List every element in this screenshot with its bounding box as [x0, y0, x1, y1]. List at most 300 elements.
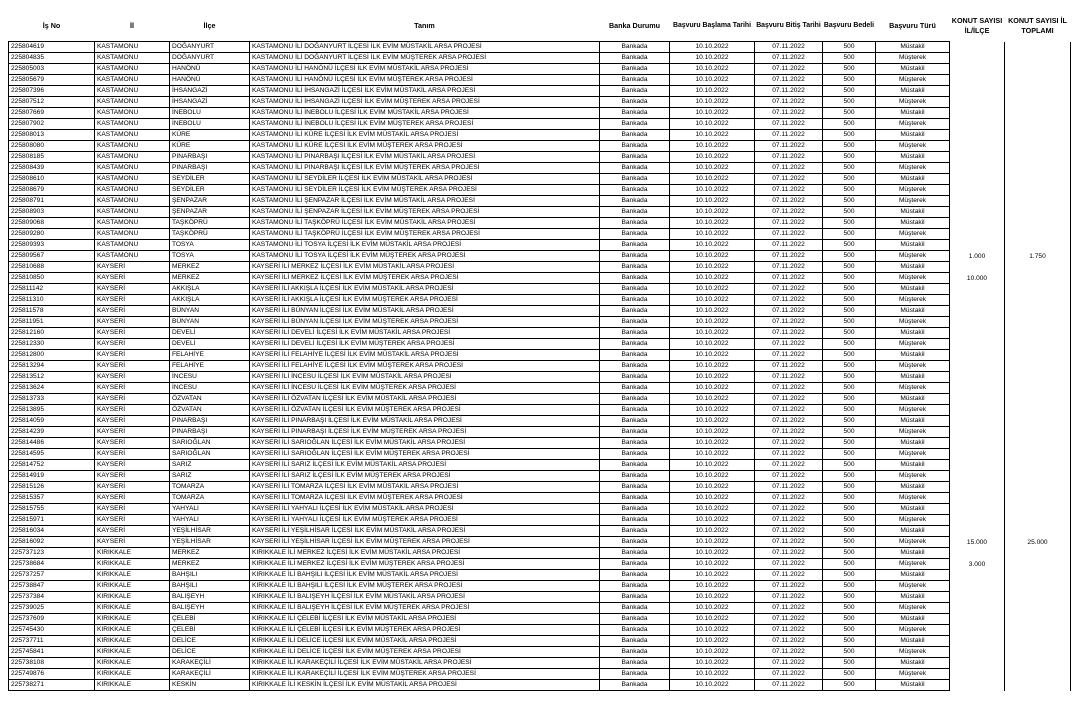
konut-il-ilce-cell	[950, 295, 1005, 306]
konut-il-ilce-cell	[950, 306, 1005, 317]
bitis-tarihi-cell: 07.11.2022	[755, 86, 823, 97]
table-row	[9, 537, 1071, 548]
is-no-cell: 225737711	[9, 636, 95, 647]
konut-il-ilce-cell	[950, 482, 1005, 493]
bedel-cell: 500	[823, 262, 876, 273]
basvuru-turu-cell: Müşterek	[876, 339, 950, 350]
baslama-tarihi-cell: 10.10.2022	[670, 86, 755, 97]
is-no-cell: 225811951	[9, 317, 95, 328]
banka-durumu-cell: Bankada	[600, 174, 670, 185]
is-no-cell: 225808439	[9, 163, 95, 174]
tanim-cell: KASTAMONU İLİ SEYDİLER İLÇESİ İLK EVİM MÜSTAKİL ARSA PROJESİ	[250, 174, 600, 185]
ilce-cell: TOMARZA	[170, 493, 250, 504]
is-no-cell: 225808610	[9, 174, 95, 185]
konut-il-toplami-cell	[1005, 86, 1071, 97]
il-cell: KASTAMONU	[95, 108, 170, 119]
baslama-tarihi-cell: 10.10.2022	[670, 317, 755, 328]
konut-il-toplami-cell	[1005, 405, 1071, 416]
bitis-tarihi-cell: 07.11.2022	[755, 537, 823, 548]
banka-durumu-cell: Bankada	[600, 361, 670, 372]
tanim-cell: KASTAMONU İLİ DOĞANYURT İLÇESİ İLK EVİM MÜSTAKİL ARSA PROJESİ	[250, 42, 600, 53]
konut-il-ilce-cell	[950, 152, 1005, 163]
banka-durumu-cell: Bankada	[600, 647, 670, 658]
tanim-cell: KAYSERİ İLİ ÖZVATAN İLÇESİ İLK EVİM MÜSTAKİL ARSA PROJESİ	[250, 394, 600, 405]
bitis-tarihi-cell: 07.11.2022	[755, 229, 823, 240]
banka-durumu-cell: Bankada	[600, 460, 670, 471]
basvuru-turu-cell: Müstakil	[876, 526, 950, 537]
ilce-cell: DELİCE	[170, 636, 250, 647]
baslama-tarihi-cell: 10.10.2022	[670, 515, 755, 526]
ilce-cell: BAHŞILI	[170, 570, 250, 581]
table-row	[9, 603, 1071, 614]
bitis-tarihi-cell: 07.11.2022	[755, 383, 823, 394]
konut-il-ilce-cell	[950, 614, 1005, 625]
ilce-cell: YAHYALI	[170, 504, 250, 515]
basvuru-turu-cell: Müşterek	[876, 119, 950, 130]
is-no-cell: 225810688	[9, 262, 95, 273]
konut-il-toplami-cell	[1005, 196, 1071, 207]
konut-il-toplami-cell	[1005, 75, 1071, 86]
il-cell: KASTAMONU	[95, 185, 170, 196]
table-row	[9, 438, 1071, 449]
header-tanim: Tanım	[414, 20, 435, 30]
is-no-cell: 225737609	[9, 614, 95, 625]
konut-il-ilce-cell	[950, 97, 1005, 108]
table-row	[9, 75, 1071, 86]
il-cell: KAYSERİ	[95, 460, 170, 471]
table-row	[9, 295, 1071, 306]
tanim-cell: KASTAMONU İLİ TAŞKÖPRÜ İLÇESİ İLK EVİM MÜSTAKİL ARSA PROJESİ	[250, 218, 600, 229]
ilce-cell: ÖZVATAN	[170, 394, 250, 405]
baslama-tarihi-cell: 10.10.2022	[670, 229, 755, 240]
basvuru-turu-cell: Müstakil	[876, 482, 950, 493]
is-no-cell: 225807396	[9, 86, 95, 97]
table-row	[9, 152, 1071, 163]
baslama-tarihi-cell: 10.10.2022	[670, 207, 755, 218]
baslama-tarihi-cell: 10.10.2022	[670, 108, 755, 119]
konut-il-ilce-cell	[950, 625, 1005, 636]
baslama-tarihi-cell: 10.10.2022	[670, 482, 755, 493]
konut-il-toplami-cell	[1005, 471, 1071, 482]
bitis-tarihi-cell: 07.11.2022	[755, 328, 823, 339]
konut-il-ilce-cell	[950, 361, 1005, 372]
konut-il-ilce-cell	[950, 515, 1005, 526]
table-row	[9, 383, 1071, 394]
konut-il-ilce-cell: 15.000	[950, 537, 1005, 548]
basvuru-turu-cell: Müstakil	[876, 350, 950, 361]
baslama-tarihi-cell: 10.10.2022	[670, 75, 755, 86]
is-no-cell: 225815971	[9, 515, 95, 526]
baslama-tarihi-cell: 10.10.2022	[670, 493, 755, 504]
konut-il-ilce-cell	[950, 438, 1005, 449]
konut-il-toplami-cell	[1005, 262, 1071, 273]
table-row	[9, 64, 1071, 75]
bedel-cell: 500	[823, 295, 876, 306]
is-no-cell: 225813733	[9, 394, 95, 405]
il-cell: KASTAMONU	[95, 141, 170, 152]
konut-il-ilce-cell: 1.000	[950, 251, 1005, 262]
il-cell: KIRIKKALE	[95, 647, 170, 658]
baslama-tarihi-cell: 10.10.2022	[670, 42, 755, 53]
banka-durumu-cell: Bankada	[600, 141, 670, 152]
baslama-tarihi-cell: 10.10.2022	[670, 680, 755, 691]
konut-il-toplami-cell	[1005, 119, 1071, 130]
table-row	[9, 471, 1071, 482]
tanim-cell: KAYSERİ İLİ SARIOĞLAN İLÇESİ İLK EVİM MÜSTAKİL ARSA PROJESİ	[250, 438, 600, 449]
tanim-cell: KIRIKKALE İLİ BAHŞILI İLÇESİ İLK EVİM MÜSTAKİL ARSA PROJESİ	[250, 570, 600, 581]
baslama-tarihi-cell: 10.10.2022	[670, 64, 755, 75]
basvuru-turu-cell: Müşterek	[876, 493, 950, 504]
il-cell: KIRIKKALE	[95, 636, 170, 647]
table-row	[9, 372, 1071, 383]
is-no-cell: 225808791	[9, 196, 95, 207]
is-no-cell: 225738847	[9, 581, 95, 592]
table-row	[9, 130, 1071, 141]
basvuru-turu-cell: Müşterek	[876, 603, 950, 614]
il-cell: KAYSERİ	[95, 339, 170, 350]
il-cell: KAYSERİ	[95, 361, 170, 372]
header-ilce: İlçe	[203, 20, 216, 30]
basvuru-turu-cell: Müşterek	[876, 251, 950, 262]
is-no-cell: 225807902	[9, 119, 95, 130]
tanim-cell: KAYSERİ İLİ YAHYALI İLÇESİ İLK EVİM MÜŞTEREK ARSA PROJESİ	[250, 515, 600, 526]
bitis-tarihi-cell: 07.11.2022	[755, 636, 823, 647]
il-cell: KAYSERİ	[95, 482, 170, 493]
ilce-cell: İNEBOLU	[170, 108, 250, 119]
bedel-cell: 500	[823, 372, 876, 383]
is-no-cell: 225811310	[9, 295, 95, 306]
header-row	[9, 10, 1071, 42]
header-konut-il-toplami: KONUT SAYISI İL TOPLAMI	[1008, 15, 1067, 35]
banka-durumu-cell: Bankada	[600, 328, 670, 339]
konut-il-ilce-cell	[950, 262, 1005, 273]
is-no-cell: 225812160	[9, 328, 95, 339]
bedel-cell: 500	[823, 75, 876, 86]
bitis-tarihi-cell: 07.11.2022	[755, 97, 823, 108]
is-no-cell: 225811578	[9, 306, 95, 317]
tanim-cell: KAYSERİ İLİ SARIZ İLÇESİ İLK EVİM MÜSTAKİL ARSA PROJESİ	[250, 460, 600, 471]
banka-durumu-cell: Bankada	[600, 218, 670, 229]
table-row	[9, 614, 1071, 625]
basvuru-turu-cell: Müstakil	[876, 680, 950, 691]
basvuru-turu-cell: Müşterek	[876, 361, 950, 372]
header-baslama-tarihi: Başvuru Başlama Tarihi	[673, 21, 751, 29]
is-no-cell: 225808080	[9, 141, 95, 152]
bitis-tarihi-cell: 07.11.2022	[755, 119, 823, 130]
bitis-tarihi-cell: 07.11.2022	[755, 570, 823, 581]
sheet	[8, 10, 1071, 691]
tanim-cell: KIRIKKALE İLİ KARAKEÇİLİ İLÇESİ İLK EVİM MÜŞTEREK ARSA PROJESİ	[250, 669, 600, 680]
basvuru-turu-cell: Müşterek	[876, 141, 950, 152]
tanim-cell: KASTAMONU İLİ İNEBOLU İLÇESİ İLK EVİM MÜSTAKİL ARSA PROJESİ	[250, 108, 600, 119]
bitis-tarihi-cell: 07.11.2022	[755, 273, 823, 284]
table-row	[9, 658, 1071, 669]
banka-durumu-cell: Bankada	[600, 306, 670, 317]
banka-durumu-cell: Bankada	[600, 515, 670, 526]
tanim-cell: KAYSERİ İLİ FELAHİYE İLÇESİ İLK EVİM MÜŞTEREK ARSA PROJESİ	[250, 361, 600, 372]
konut-il-toplami-cell	[1005, 416, 1071, 427]
ilce-cell: ÖZVATAN	[170, 405, 250, 416]
tanim-cell: KASTAMONU İLİ PINARBAŞI İLÇESİ İLK EVİM MÜŞTEREK ARSA PROJESİ	[250, 163, 600, 174]
banka-durumu-cell: Bankada	[600, 163, 670, 174]
ilce-cell: ŞENPAZAR	[170, 207, 250, 218]
is-no-cell: 225813512	[9, 372, 95, 383]
il-cell: KAYSERİ	[95, 262, 170, 273]
tanim-cell: KASTAMONU İLİ TAŞKÖPRÜ İLÇESİ İLK EVİM MÜŞTEREK ARSA PROJESİ	[250, 229, 600, 240]
bitis-tarihi-cell: 07.11.2022	[755, 504, 823, 515]
baslama-tarihi-cell: 10.10.2022	[670, 306, 755, 317]
konut-il-toplami-cell	[1005, 504, 1071, 515]
banka-durumu-cell: Bankada	[600, 636, 670, 647]
tanim-cell: KASTAMONU İLİ TOSYA İLÇESİ İLK EVİM MÜŞTEREK ARSA PROJESİ	[250, 251, 600, 262]
baslama-tarihi-cell: 10.10.2022	[670, 592, 755, 603]
bitis-tarihi-cell: 07.11.2022	[755, 42, 823, 53]
il-cell: KASTAMONU	[95, 218, 170, 229]
baslama-tarihi-cell: 10.10.2022	[670, 581, 755, 592]
il-cell: KAYSERİ	[95, 306, 170, 317]
tanim-cell: KIRIKKALE İLİ MERKEZ İLÇESİ İLK EVİM MÜŞTEREK ARSA PROJESİ	[250, 559, 600, 570]
il-cell: KAYSERİ	[95, 504, 170, 515]
il-cell: KIRIKKALE	[95, 658, 170, 669]
bitis-tarihi-cell: 07.11.2022	[755, 350, 823, 361]
basvuru-turu-cell: Müstakil	[876, 504, 950, 515]
basvuru-turu-cell: Müstakil	[876, 240, 950, 251]
tanim-cell: KIRIKKALE İLİ DELİCE İLÇESİ İLK EVİM MÜŞTEREK ARSA PROJESİ	[250, 647, 600, 658]
is-no-cell: 225808903	[9, 207, 95, 218]
basvuru-turu-cell: Müstakil	[876, 592, 950, 603]
tanim-cell: KASTAMONU İLİ ŞENPAZAR İLÇESİ İLK EVİM MÜŞTEREK ARSA PROJESİ	[250, 207, 600, 218]
basvuru-turu-cell: Müşterek	[876, 405, 950, 416]
table-row	[9, 669, 1071, 680]
bedel-cell: 500	[823, 405, 876, 416]
ilce-cell: ŞENPAZAR	[170, 196, 250, 207]
konut-il-ilce-cell	[950, 218, 1005, 229]
basvuru-turu-cell: Müşterek	[876, 427, 950, 438]
tanim-cell: KASTAMONU İLİ HANÖNÜ İLÇESİ İLK EVİM MÜSTAKİL ARSA PROJESİ	[250, 64, 600, 75]
bitis-tarihi-cell: 07.11.2022	[755, 53, 823, 64]
bedel-cell: 500	[823, 174, 876, 185]
konut-il-toplami-cell	[1005, 108, 1071, 119]
tanim-cell: KAYSERİ İLİ TOMARZA İLÇESİ İLK EVİM MÜSTAKİL ARSA PROJESİ	[250, 482, 600, 493]
bedel-cell: 500	[823, 273, 876, 284]
basvuru-turu-cell: Müstakil	[876, 372, 950, 383]
table-row	[9, 196, 1071, 207]
baslama-tarihi-cell: 10.10.2022	[670, 625, 755, 636]
il-cell: KASTAMONU	[95, 97, 170, 108]
tanim-cell: KIRIKKALE İLİ DELİCE İLÇESİ İLK EVİM MÜSTAKİL ARSA PROJESİ	[250, 636, 600, 647]
basvuru-turu-cell: Müstakil	[876, 614, 950, 625]
tanim-cell: KIRIKKALE İLİ BALIŞEYH İLÇESİ İLK EVİM MÜŞTEREK ARSA PROJESİ	[250, 603, 600, 614]
konut-il-ilce-cell	[950, 328, 1005, 339]
banka-durumu-cell: Bankada	[600, 185, 670, 196]
baslama-tarihi-cell: 10.10.2022	[670, 130, 755, 141]
tanim-cell: KAYSERİ İLİ AKKIŞLA İLÇESİ İLK EVİM MÜŞTEREK ARSA PROJESİ	[250, 295, 600, 306]
bedel-cell: 500	[823, 625, 876, 636]
bitis-tarihi-cell: 07.11.2022	[755, 592, 823, 603]
tanim-cell: KIRIKKALE İLİ ÇELEBİ İLÇESİ İLK EVİM MÜŞTEREK ARSA PROJESİ	[250, 625, 600, 636]
basvuru-turu-cell: Müşterek	[876, 75, 950, 86]
bedel-cell: 500	[823, 493, 876, 504]
il-cell: KASTAMONU	[95, 174, 170, 185]
tanim-cell: KAYSERİ İLİ BÜNYAN İLÇESİ İLK EVİM MÜSTAKİL ARSA PROJESİ	[250, 306, 600, 317]
baslama-tarihi-cell: 10.10.2022	[670, 658, 755, 669]
banka-durumu-cell: Bankada	[600, 416, 670, 427]
banka-durumu-cell: Bankada	[600, 394, 670, 405]
il-cell: KAYSERİ	[95, 317, 170, 328]
banka-durumu-cell: Bankada	[600, 592, 670, 603]
tanim-cell: KIRIKKALE İLİ KARAKEÇİLİ İLÇESİ İLK EVİM MÜSTAKİL ARSA PROJESİ	[250, 658, 600, 669]
baslama-tarihi-cell: 10.10.2022	[670, 97, 755, 108]
is-no-cell: 225805003	[9, 64, 95, 75]
basvuru-turu-cell: Müşterek	[876, 581, 950, 592]
bedel-cell: 500	[823, 42, 876, 53]
table-row	[9, 141, 1071, 152]
konut-il-ilce-cell	[950, 526, 1005, 537]
is-no-cell: 225807512	[9, 97, 95, 108]
bedel-cell: 500	[823, 471, 876, 482]
il-cell: KAYSERİ	[95, 438, 170, 449]
is-no-cell: 225812800	[9, 350, 95, 361]
bedel-cell: 500	[823, 108, 876, 119]
il-cell: KASTAMONU	[95, 53, 170, 64]
bedel-cell: 500	[823, 361, 876, 372]
is-no-cell: 225810850	[9, 273, 95, 284]
konut-il-ilce-cell	[950, 108, 1005, 119]
baslama-tarihi-cell: 10.10.2022	[670, 636, 755, 647]
baslama-tarihi-cell: 10.10.2022	[670, 427, 755, 438]
ilce-cell: İNEBOLU	[170, 119, 250, 130]
banka-durumu-cell: Bankada	[600, 482, 670, 493]
ilce-cell: YEŞİLHİSAR	[170, 526, 250, 537]
banka-durumu-cell: Bankada	[600, 372, 670, 383]
bitis-tarihi-cell: 07.11.2022	[755, 647, 823, 658]
bitis-tarihi-cell: 07.11.2022	[755, 438, 823, 449]
konut-il-ilce-cell	[950, 240, 1005, 251]
basvuru-turu-cell: Müstakil	[876, 130, 950, 141]
is-no-cell: 225812330	[9, 339, 95, 350]
tanim-cell: KASTAMONU İLİ DOĞANYURT İLÇESİ İLK EVİM MÜŞTEREK ARSA PROJESİ	[250, 53, 600, 64]
baslama-tarihi-cell: 10.10.2022	[670, 559, 755, 570]
ilce-cell: MERKEZ	[170, 273, 250, 284]
tanim-cell: KAYSERİ İLİ SARIOĞLAN İLÇESİ İLK EVİM MÜŞTEREK ARSA PROJESİ	[250, 449, 600, 460]
ilce-cell: PINARBAŞI	[170, 152, 250, 163]
tanim-cell: KASTAMONU İLİ SEYDİLER İLÇESİ İLK EVİM MÜŞTEREK ARSA PROJESİ	[250, 185, 600, 196]
table-row	[9, 526, 1071, 537]
baslama-tarihi-cell: 10.10.2022	[670, 647, 755, 658]
table-row	[9, 86, 1071, 97]
tanim-cell: KASTAMONU İLİ İHSANGAZİ İLÇESİ İLK EVİM MÜŞTEREK ARSA PROJESİ	[250, 97, 600, 108]
konut-il-toplami-cell	[1005, 141, 1071, 152]
basvuru-turu-cell: Müstakil	[876, 306, 950, 317]
baslama-tarihi-cell: 10.10.2022	[670, 416, 755, 427]
il-cell: KIRIKKALE	[95, 614, 170, 625]
banka-durumu-cell: Bankada	[600, 295, 670, 306]
basvuru-turu-cell: Müstakil	[876, 207, 950, 218]
basvuru-turu-cell: Müstakil	[876, 416, 950, 427]
baslama-tarihi-cell: 10.10.2022	[670, 383, 755, 394]
baslama-tarihi-cell: 10.10.2022	[670, 548, 755, 559]
bitis-tarihi-cell: 07.11.2022	[755, 130, 823, 141]
basvuru-turu-cell: Müşterek	[876, 515, 950, 526]
konut-il-toplami-cell	[1005, 625, 1071, 636]
basvuru-turu-cell: Müşterek	[876, 97, 950, 108]
ilce-cell: BAHŞILI	[170, 581, 250, 592]
konut-il-toplami-cell	[1005, 42, 1071, 53]
konut-il-ilce-cell	[950, 658, 1005, 669]
baslama-tarihi-cell: 10.10.2022	[670, 372, 755, 383]
il-cell: KAYSERİ	[95, 515, 170, 526]
is-no-cell: 225809393	[9, 240, 95, 251]
is-no-cell: 225813294	[9, 361, 95, 372]
table-row	[9, 185, 1071, 196]
table-row	[9, 405, 1071, 416]
is-no-cell: 225749876	[9, 669, 95, 680]
banka-durumu-cell: Bankada	[600, 471, 670, 482]
ilce-cell: TAŞKÖPRÜ	[170, 229, 250, 240]
banka-durumu-cell: Bankada	[600, 53, 670, 64]
basvuru-turu-cell: Müstakil	[876, 636, 950, 647]
il-cell: KASTAMONU	[95, 152, 170, 163]
konut-il-ilce-cell	[950, 647, 1005, 658]
baslama-tarihi-cell: 10.10.2022	[670, 405, 755, 416]
is-no-cell: 225737123	[9, 548, 95, 559]
bedel-cell: 500	[823, 537, 876, 548]
basvuru-turu-cell: Müşterek	[876, 537, 950, 548]
table-row	[9, 636, 1071, 647]
bitis-tarihi-cell: 07.11.2022	[755, 295, 823, 306]
il-cell: KAYSERİ	[95, 416, 170, 427]
ilce-cell: PINARBAŞI	[170, 163, 250, 174]
bedel-cell: 500	[823, 328, 876, 339]
basvuru-turu-cell: Müstakil	[876, 438, 950, 449]
konut-il-toplami-cell	[1005, 592, 1071, 603]
table-row	[9, 163, 1071, 174]
bedel-cell: 500	[823, 130, 876, 141]
il-cell: KASTAMONU	[95, 130, 170, 141]
konut-il-ilce-cell	[950, 493, 1005, 504]
banka-durumu-cell: Bankada	[600, 614, 670, 625]
ilce-cell: DOĞANYURT	[170, 42, 250, 53]
konut-il-ilce-cell	[950, 460, 1005, 471]
bedel-cell: 500	[823, 460, 876, 471]
ilce-cell: SARIZ	[170, 471, 250, 482]
baslama-tarihi-cell: 10.10.2022	[670, 328, 755, 339]
baslama-tarihi-cell: 10.10.2022	[670, 53, 755, 64]
basvuru-turu-cell: Müşterek	[876, 163, 950, 174]
is-no-cell: 225814239	[9, 427, 95, 438]
baslama-tarihi-cell: 10.10.2022	[670, 350, 755, 361]
konut-il-toplami-cell	[1005, 647, 1071, 658]
konut-il-ilce-cell: 10.000	[950, 273, 1005, 284]
table-row	[9, 570, 1071, 581]
basvuru-turu-cell: Müşterek	[876, 229, 950, 240]
table-row	[9, 339, 1071, 350]
banka-durumu-cell: Bankada	[600, 317, 670, 328]
bitis-tarihi-cell: 07.11.2022	[755, 141, 823, 152]
konut-il-ilce-cell	[950, 471, 1005, 482]
banka-durumu-cell: Bankada	[600, 350, 670, 361]
konut-il-toplami-cell	[1005, 317, 1071, 328]
konut-il-toplami-cell	[1005, 207, 1071, 218]
konut-il-toplami-cell	[1005, 669, 1071, 680]
bitis-tarihi-cell: 07.11.2022	[755, 515, 823, 526]
il-cell: KIRIKKALE	[95, 592, 170, 603]
konut-il-ilce-cell	[950, 141, 1005, 152]
baslama-tarihi-cell: 10.10.2022	[670, 504, 755, 515]
tanim-cell: KASTAMONU İLİ ŞENPAZAR İLÇESİ İLK EVİM MÜSTAKİL ARSA PROJESİ	[250, 196, 600, 207]
konut-il-ilce-cell	[950, 174, 1005, 185]
is-no-cell: 225804835	[9, 53, 95, 64]
